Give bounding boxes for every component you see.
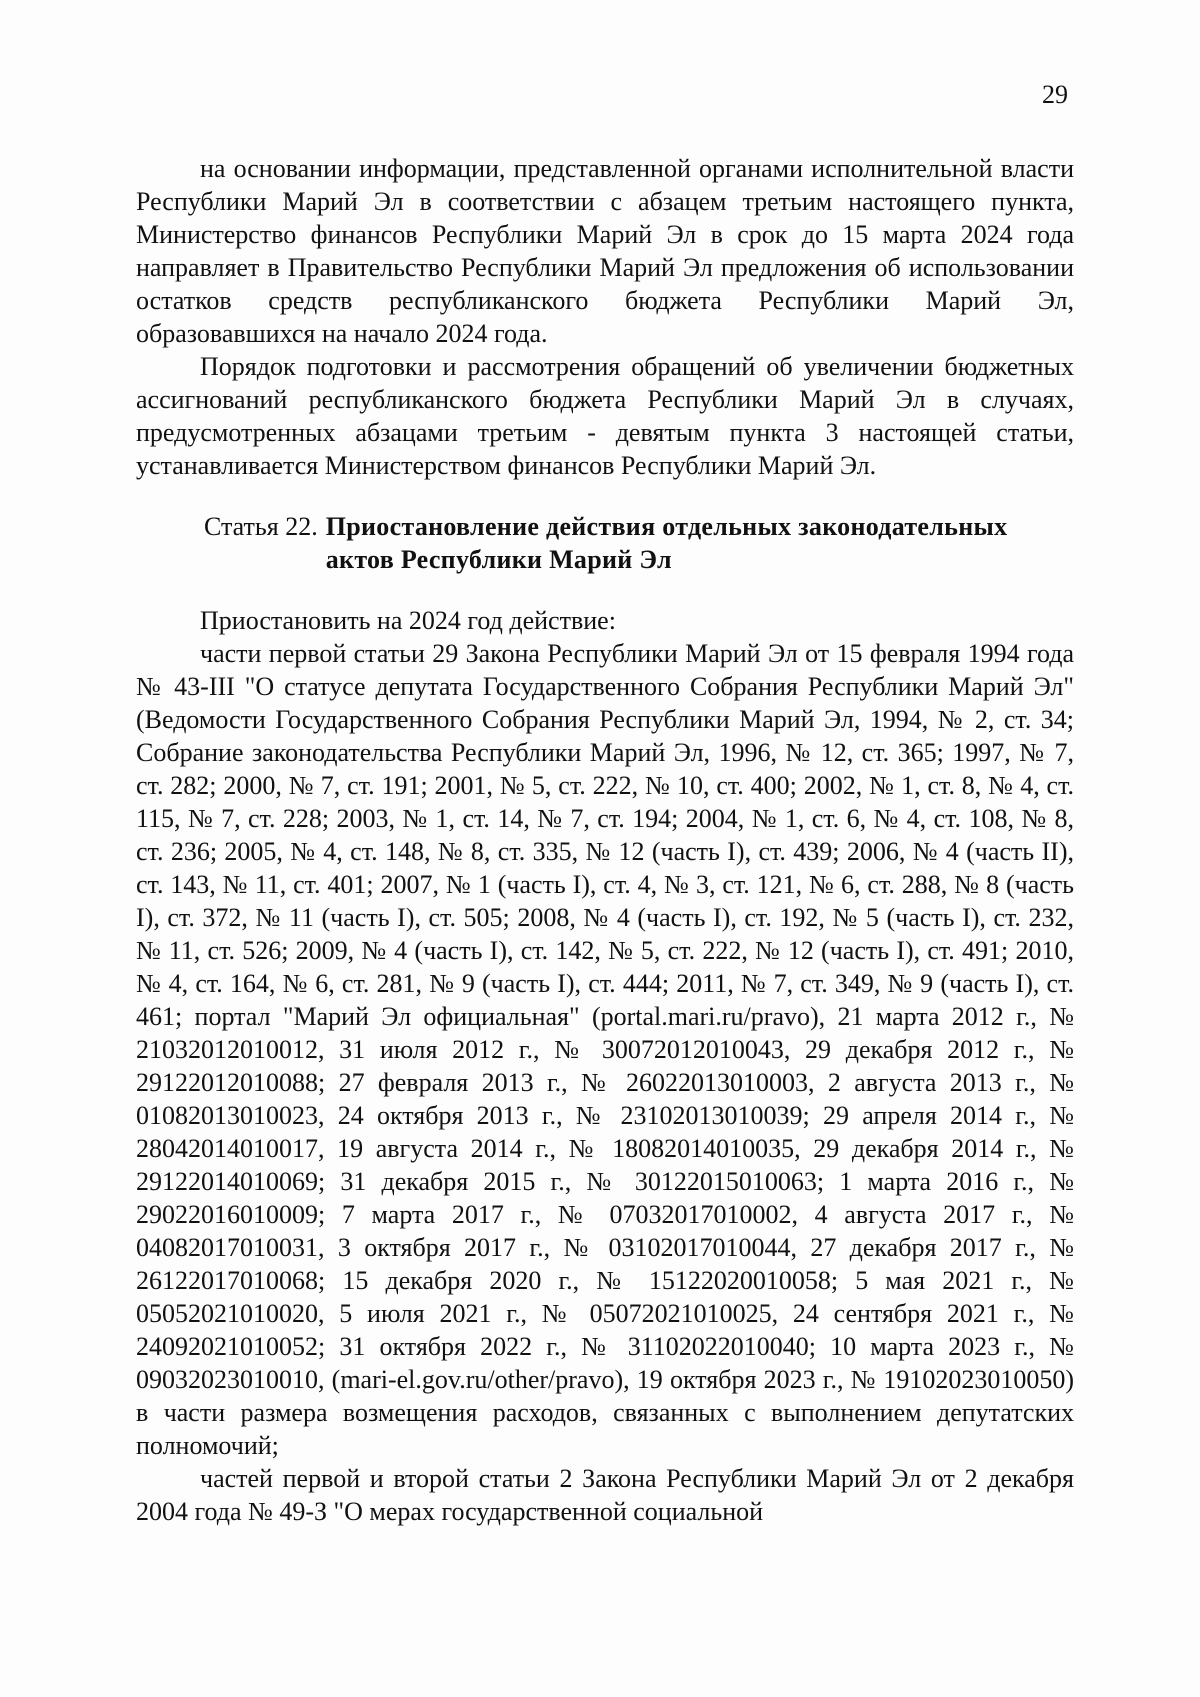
paragraph-suspend-intro: Приостановить на 2024 год действие:: [200, 606, 616, 635]
paragraph-procedure: Порядок подготовки и рассмотрения обращений об увеличении бюджетных ассигнований республиканского бюджета Республики Марий Эл в случаях, предусмотренных абзацами третьим - девятым пункта 3 настоящей статьи, устанавливается Министерством финансов Республики Марий Эл.: [136, 352, 1074, 480]
paragraph-social-support-law: частей первой и второй статьи 2 Закона Республики Марий Эл от 2 декабря 2004 года № 49-З "О мерах государственной социальной: [136, 1464, 1074, 1526]
article-number: Статья 22.: [204, 512, 318, 541]
article-heading: [136, 510, 1074, 576]
paragraph-budget-proposals: на основании информации, представленной органами исполнительной власти Республики Марий Эл в соответствии с абзацем третьим настоящего пункта, Министерство финансов Республики Марий Эл в срок до 15 марта 2024 года направляет в Правительство Республики Марий Эл предложения об использовании остатков средств республиканского бюджета Республики Марий Эл, образовавшихся на начало 2024 года.: [136, 154, 1074, 348]
page-number: 29: [1042, 80, 1068, 109]
paragraph-deputy-status-law: части первой статьи 29 Закона Республики Марий Эл от 15 февраля 1994 года № 43-III "О статусе депутата Государственного Собрания Республики Марий Эл" (Ведомости Государственного Собрания Республики Марий Эл, 1994, № 2, ст. 34; Собрание законодательства Республики Марий Эл, 1996, № 12, ст. 365; 1997, № 7, ст. 282; 2000, № 7, ст. 191; 2001, № 5, ст. 222, № 10, ст. 400; 2002, № 1, ст. 8, № 4, ст. 115, № 7, ст. 228; 2003, № 1, ст. 14, № 7, ст. 194; 2004, № 1, ст. 6, № 4, ст. 108, № 8, ст. 236; 2005, № 4, ст. 148, № 8, ст. 335, № 12 (часть I), ст. 439; 2006, № 4 (часть II), ст. 143, № 11, ст. 401; 2007, № 1 (часть I), ст. 4, № 3, ст. 121, № 6, ст. 288, № 8 (часть I), ст. 372, № 11 (часть I), ст. 505; 2008, № 4 (часть I), ст. 192, № 5 (часть I), ст. 232, № 11, ст. 526; 2009, № 4 (часть I), ст. 142, № 5, ст. 222, № 12 (часть I), ст. 491; 2010, № 4, ст. 164, № 6, ст. 281, № 9 (часть I), ст. 444; 2011, № 7, ст. 349, № 9 (часть I), ст. 461; портал "Марий Эл официальная" (portal.mari.ru/pravo), 21 марта 2012 г., № 21032012010012, 31 июля 2012 г., № 30072012010043, 29 декабря 2012 г., № 29122012010088; 27 февраля 2013 г., № 26022013010003, 2 августа 2013 г., № 01082013010023, 24 октября 2013 г., № 23102013010039; 29 апреля 2014 г., № 28042014010017, 19 августа 2014 г., № 18082014010035, 29 декабря 2014 г., № 29122014010069; 31 декабря 2015 г., № 30122015010063; 1 марта 2016 г., № 29022016010009; 7 марта 2017 г., № 07032017010002, 4 августа 2017 г., № 04082017010031, 3 октября 2017 г., № 03102017010044, 27 декабря 2017 г., № 26122017010068; 15 декабря 2020 г., № 15122020010058; 5 мая 2021 г., № 05052021010020, 5 июля 2021 г., № 05072021010025, 24 сентября 2021 г., № 24092021010052; 31 октября 2022 г., № 31102022010040; 10 марта 2023 г., № 09032023010010, (mari-el.gov.ru/other/pravo), 19 октября 2023 г., № 19102023010050) в части размера возмещения расходов, связанных с выполнением депутатских полномочий;: [136, 639, 1074, 1460]
document-body: [136, 152, 1074, 1528]
article-title: Приостановление действия отдельных законодательных актов Республики Марий Эл: [325, 512, 1008, 574]
